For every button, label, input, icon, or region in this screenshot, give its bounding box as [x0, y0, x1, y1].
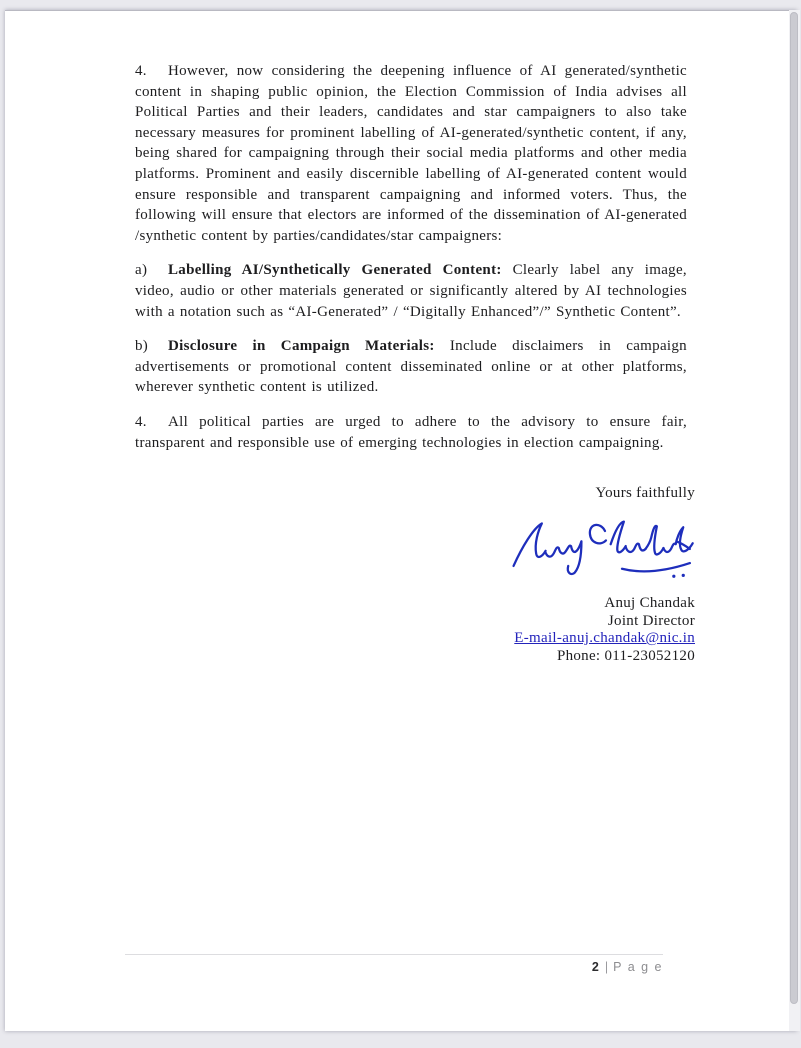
footer-separator: |	[604, 960, 609, 974]
paragraph-4-urging	[135, 412, 687, 453]
paragraph-number: 4.	[135, 63, 147, 79]
closing-salutation: Yours faithfully	[595, 485, 695, 502]
paragraph-bold-lead: Labelling AI/Synthetically Generated Content:	[168, 262, 502, 279]
footer-page-label: P a g e	[613, 960, 663, 974]
signatory-block	[135, 595, 695, 665]
paragraph-letter: a)	[135, 262, 148, 279]
paragraph-4-advisory	[135, 61, 687, 246]
signatory-title: Joint Director	[607, 612, 695, 629]
paragraph-number: 4.	[135, 413, 147, 430]
handwritten-signature	[135, 515, 703, 581]
page-footer	[125, 954, 663, 974]
paragraph-a-labelling	[135, 260, 687, 322]
scrollbar-track[interactable]	[789, 10, 800, 1031]
paragraph-letter: b)	[135, 338, 149, 355]
letter-body	[135, 61, 695, 665]
signature-area	[135, 483, 695, 665]
paragraph-text: Include disclaimers in campaign advertisements or promotional content disseminated online or at other platforms, wherever synthetic content is utilized.	[135, 338, 687, 396]
footer-page-number: 2	[591, 960, 600, 974]
signatory-phone: Phone: 011-23052120	[556, 647, 695, 664]
paragraph-text: All political parties are urged to adhere to the advisory to ensure fair, transparent and responsible use of emerging technologies in election campaigning.	[135, 413, 687, 451]
email-link[interactable]: E-mail-anuj.chandak@nic.in	[514, 630, 695, 647]
signatory-name: Anuj Chandak	[604, 595, 695, 612]
scrollbar-thumb[interactable]	[790, 12, 798, 1004]
paragraph-b-disclosure	[135, 336, 687, 398]
signature-ink-image	[507, 515, 703, 581]
document-page	[5, 10, 797, 1031]
paragraph-bold-lead: Disclosure in Campaign Materials:	[168, 338, 435, 355]
paragraph-text: Clearly label any image, video, audio or other materials generated or significantly altered by AI technologies with a notation such as “AI-Generated” / “Digitally Enhanced”/” Synthetic Content”.	[135, 262, 687, 320]
paragraph-text: However, now considering the deepening influence of AI generated/synthetic content in shaping public opinion, the Election Commission of India advises all Political Parties and their leaders, candidates and star campaigners to also take necessary measures for prominent labelling of AI-generated/synthetic content, if any, being shared for campaigning through their social media platforms and other media platforms. Prominent and easily discernible labelling of AI-generated content would ensure responsible and transparent campaigning and informed voters. Thus, the following will ensure that electors are informed of the dissemination of AI-generated /synthetic content by parties/candidates/star campaigners:	[135, 63, 687, 244]
